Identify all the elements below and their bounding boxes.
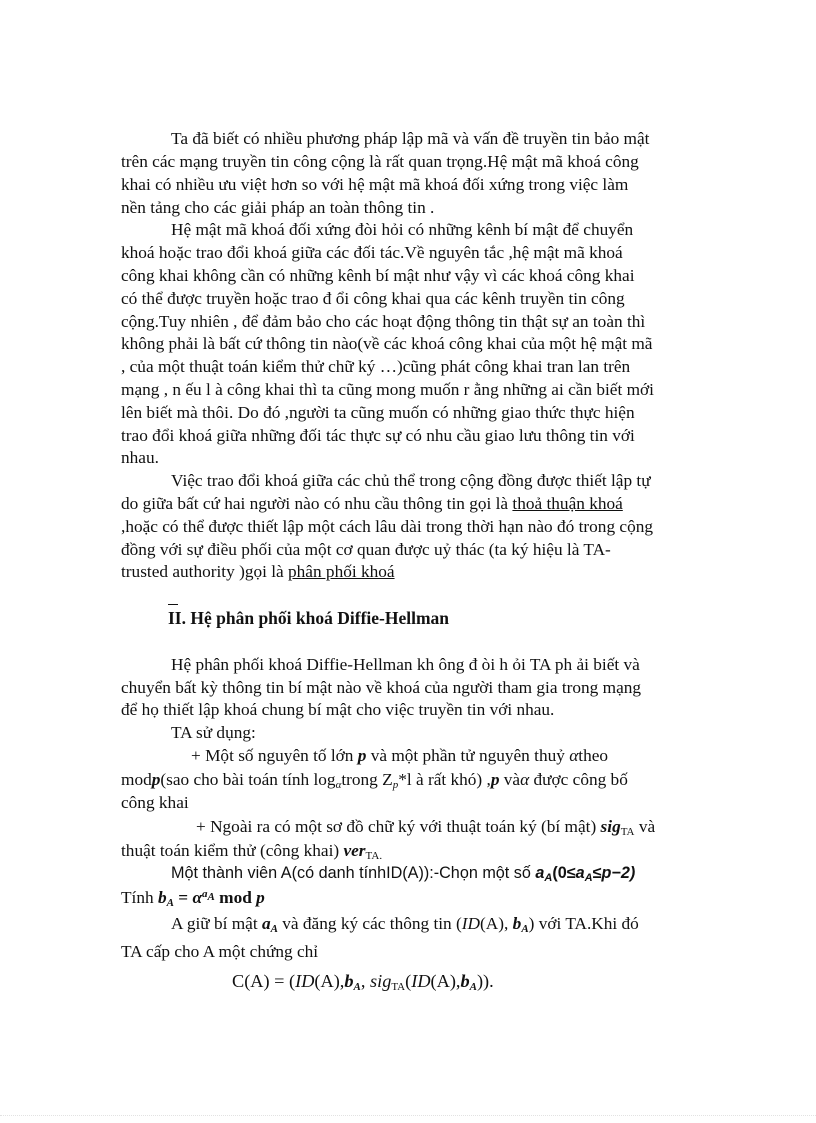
bullet-2-text-b: và [634, 817, 656, 836]
intro-p3-line-2 [121, 493, 623, 516]
symbol-p: p [151, 770, 161, 789]
secret-text-c: (A), [480, 914, 513, 933]
body-p1-line-2: chuyển bất kỳ thông tin bí mật nào về khoá của người tham gia trong mạng [121, 678, 642, 697]
range-open: (0≤ [552, 864, 576, 882]
sub-a: A [584, 872, 593, 884]
intro-p3-line-4: đồng với sự điều phối của một cơ quan được uỷ thác (ta ký hiệu là TA- [121, 540, 611, 559]
cert-sep: , [360, 971, 370, 991]
symbol-p: p [490, 770, 500, 789]
symbol-b: b [460, 971, 470, 991]
range-close: p−2) [601, 864, 636, 882]
bullet-1-text-f: *l à rất khó) , [398, 770, 491, 789]
compute-text: Tính [121, 888, 158, 907]
symbol-id: ID [461, 914, 481, 933]
intro-p2-line-9: lên biết mà thôi. Do đó ,người ta cũng muốn có những giao thức thực hiện [121, 403, 635, 422]
section-heading [168, 607, 449, 630]
intro-p2-line-7: , của một thuật toán kiểm thử chữ ký …)cũng phát công khai tran lan trên [121, 357, 631, 376]
range-le: ≤ [592, 864, 602, 882]
intro-p3-line-2-text: do giữa bất cứ hai người nào có nhu cầu thông tin gọi là [121, 494, 513, 513]
bullet-1-text-g: và [499, 770, 521, 789]
symbol-id: ID [411, 971, 431, 991]
symbol-a: a [575, 864, 585, 882]
member-a-text: Một thành viên A(có danh tínhID(A)):-Chọn một số [171, 864, 536, 882]
intro-p1-line-4: nền tảng cho các giải pháp an toàn thông tin . [121, 198, 435, 217]
mod-keyword: mod [214, 888, 257, 907]
bullet-1-text-h: được công bố [529, 770, 628, 789]
secret-text-b: và đăng ký các thông tin ( [277, 914, 462, 933]
bullet-1-text-c: theo [578, 746, 609, 765]
intro-p2-line-4: có thể được truyền hoặc trao đ ổi công khai qua các kênh truyền tin công [121, 289, 625, 308]
intro-p1-line-1: Ta đã biết có nhiều phương pháp lập mã và vấn đề truyền tin bảo mật [171, 129, 650, 148]
sub-ta: TA. [365, 850, 383, 862]
intro-p3-line-1: Việc trao đổi khoá giữa các chủ thể trong cộng đồng được thiết lập tự [171, 471, 651, 490]
bullet-1-text-e: trong Z [341, 770, 393, 789]
intro-p2-line-5: cộng.Tuy nhiên , để đảm bảo cho các hoạt động thông tin thật sự an toàn thì [121, 312, 646, 331]
symbol-alpha: α [520, 770, 530, 789]
sub-a: A [521, 923, 529, 935]
term-key-distribution: phân phối khoá [288, 562, 395, 581]
symbol-sig: sig [600, 817, 621, 836]
symbol-p: p [256, 888, 265, 907]
symbol-b: b [512, 914, 522, 933]
secret-text-a: A giữ bí mật [171, 914, 262, 933]
sub-a: A [166, 897, 174, 909]
intro-p1-line-3: khai có nhiều ưu việt hơn so với hệ mật mã khoá đối xứng trong việc làm [121, 175, 629, 194]
symbol-a: a [261, 914, 271, 933]
symbol-id: ID [295, 971, 315, 991]
intro-p1-line-2: trên các mạng truyền tin công cộng là rất quan trọng.Hệ mật mã khoá công [121, 152, 639, 171]
cert-paren: ( [405, 971, 412, 991]
mod-text: mod [121, 770, 152, 789]
intro-p2-line-8: mạng , n ếu l à công khai thì ta cũng mong muốn r ằng những ai cần biết mới [121, 380, 654, 399]
cert-open: C(A) = ( [232, 971, 296, 991]
intro-p2-line-3: công khai không cần có những kênh bí mật như vậy vì các khoá công khai [121, 266, 635, 285]
cert-a2: (A), [430, 971, 461, 991]
symbol-ver: ver [343, 841, 366, 860]
bullet-1-line-3: công khai [121, 793, 189, 812]
sub-a: A [469, 981, 477, 993]
body-p1-line-1: Hệ phân phối khoá Diffie-Hellman kh ông đ òi h ỏi TA ph ải biết và [171, 655, 640, 674]
bullet-2-text-c: thuật toán kiểm thử (công khai) [121, 841, 344, 860]
sub-a: A [270, 923, 278, 935]
symbol-p: p [357, 746, 367, 765]
bullet-1-text-b: và một phần tử nguyên thuỷ [366, 746, 570, 765]
bullet-1-text-d: (sao cho bài toán tính log [160, 770, 336, 789]
symbol-a: a [535, 864, 545, 882]
intro-p2-line-10: trao đổi khoá giữa những đối tác thực sự có nhu cầu giao lưu thông tin với [121, 426, 635, 445]
intro-p2-line-6: không phải là bất cứ thông tin nào(về các khoá công khai của một hệ mật mã [121, 334, 653, 353]
secret-text-d: ) với TA.Khi đó [528, 914, 639, 933]
symbol-alpha-sub: α [335, 779, 342, 791]
bullet-2-line-1 [196, 816, 655, 839]
equals-sign: = [173, 888, 193, 907]
term-key-agreement: thoả thuận khoá [512, 494, 623, 513]
bullet-2-line-2 [121, 840, 382, 863]
intro-p2-line-11: nhau. [121, 448, 159, 467]
compute-line [121, 887, 265, 910]
sub-a: A [353, 981, 361, 993]
intro-p3-line-3: ,hoặc có thể được thiết lập một cách lâu dài trong thời hạn nào đó trong cộng [121, 517, 654, 536]
bullet-1-line-1 [191, 745, 608, 768]
sub-ta: TA [620, 826, 635, 838]
intro-p3-line-5 [121, 561, 395, 584]
sub-ta: TA [391, 981, 406, 993]
intro-p2-line-1: Hệ mật mã khoá đối xứng đòi hỏi có những kênh bí mật để chuyển [171, 220, 634, 239]
symbol-b: b [344, 971, 354, 991]
exp-sub-a: A [207, 891, 215, 903]
secret-line-1 [171, 913, 639, 936]
intro-p2-line-2: khoá hoặc trao đổi khoá giữa các đối tác.Về nguyên tắc ,hệ mật mã khoá [121, 243, 623, 262]
symbol-b: b [157, 888, 167, 907]
member-a-line [171, 862, 635, 885]
body-p1-line-3: để họ thiết lập khoá chung bí mật cho việc truyền tin với nhau. [121, 700, 555, 719]
bullet-1-line-2 [121, 769, 628, 792]
symbol-alpha: α [192, 888, 203, 907]
symbol-alpha: α [569, 746, 579, 765]
symbol-sig: sig [370, 971, 392, 991]
sub-a: A [544, 872, 553, 884]
secret-line-2: TA cấp cho A một chứng chỉ [121, 942, 319, 961]
section-number: II. [168, 607, 186, 630]
exp-a: a [202, 888, 208, 900]
certificate-formula [232, 970, 494, 993]
cert-a: (A), [314, 971, 345, 991]
bullet-2-text-a: + Ngoài ra có một sơ đồ chữ ký với thuật toán ký (bí mật) [196, 817, 601, 836]
cert-close: )). [476, 971, 494, 991]
bullet-1-text-a: + Một số nguyên tố lớn [191, 746, 358, 765]
symbol-p-sub: p [392, 779, 399, 791]
section-title: Hệ phân phối khoá Diffie-Hellman [186, 608, 450, 628]
intro-p3-line-5-text: trusted authority )gọi là [121, 562, 289, 581]
page-bottom-border [0, 1115, 816, 1116]
ta-uses-line: TA sử dụng: [171, 723, 256, 742]
